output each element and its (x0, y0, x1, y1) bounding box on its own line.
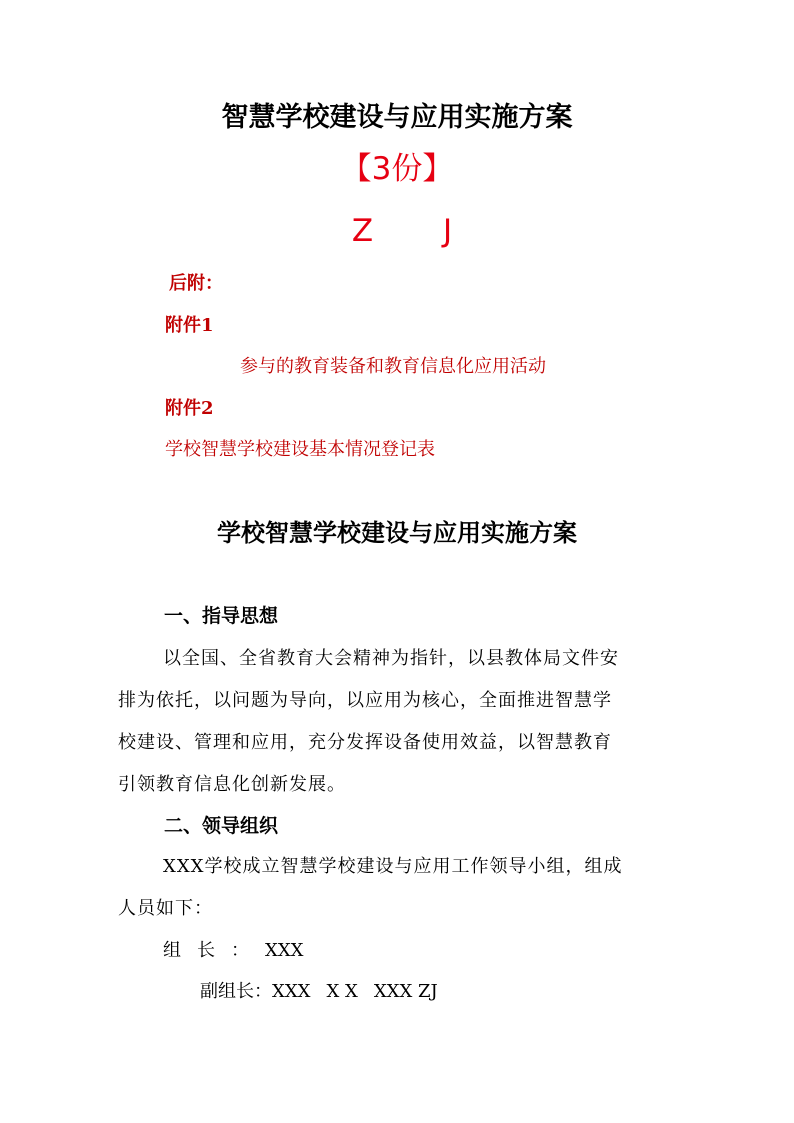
author-initials: Z J (351, 213, 483, 249)
section-2-paragraph-line: 人员如下： (118, 898, 213, 919)
section-2-heading: 二、领导组织 (164, 815, 279, 837)
deputy-leader-name: X X (326, 981, 358, 1002)
attachment-1-label: 附件1 (165, 315, 214, 336)
section-1-paragraph-line: 以全国、全省教育大会精神为指针，以县教体局文件安 (163, 648, 619, 669)
attachment-2-label: 附件2 (165, 398, 214, 419)
section-2-paragraph-line: XXX学校成立智慧学校建设与应用工作领导小组，组成 (163, 856, 623, 877)
group-leader-name: XXX (265, 940, 304, 961)
deputy-leader-name: XXX (272, 981, 311, 1002)
copies-label: 【3份】 (340, 151, 454, 187)
attachments-heading: 后附： (169, 273, 223, 294)
section-1-paragraph-line: 校建设、管理和应用，充分发挥设备使用效益，以智慧教育 (118, 732, 612, 753)
section-1-paragraph-line: 排为依托，以问题为导向，以应用为核心，全面推进智慧学 (118, 690, 612, 711)
attachment-1-description: 参与的教育装备和教育信息化应用活动 (240, 356, 546, 377)
document-title: 学校智慧学校建设与应用实施方案 (217, 519, 577, 547)
section-1-heading: 一、指导思想 (164, 605, 279, 627)
section-1-paragraph-line: 引领教育信息化创新发展。 (118, 774, 346, 795)
group-leader-role: 组长： (163, 940, 265, 961)
group-leader-line (163, 936, 303, 966)
deputy-leader-name: XXX ZJ (373, 981, 438, 1002)
deputy-leader-role: 副组长： (200, 981, 272, 1002)
attachment-2-description: 学校智慧学校建设基本情况登记表 (165, 439, 435, 460)
cover-title: 智慧学校建设与应用实施方案 (221, 102, 573, 133)
deputy-leader-line (200, 977, 438, 1007)
